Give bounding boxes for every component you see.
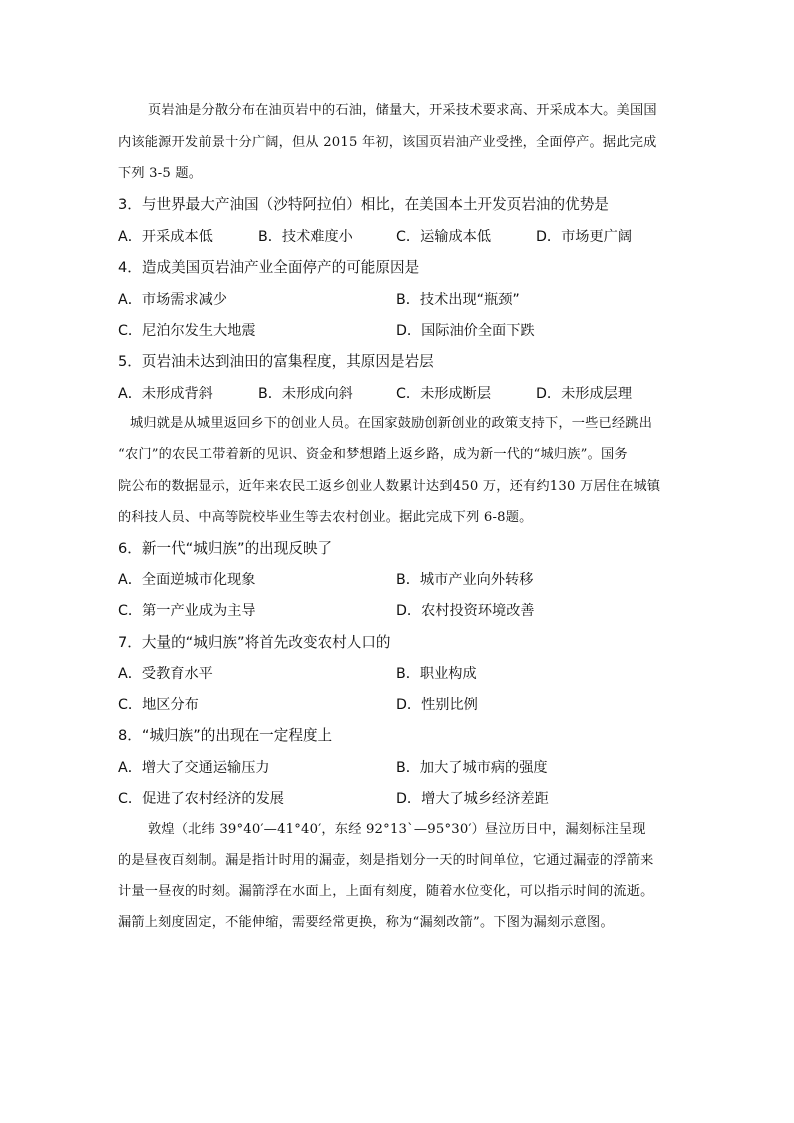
question-8-stem: 8．“城归族”的出现在一定程度上: [118, 727, 333, 744]
passage2-line-4: 的科技人员、中高等院校毕业生等去农村创业。据此完成下列 6-8题。: [118, 510, 533, 525]
question-7-option-c[interactable]: C．地区分布: [118, 697, 199, 713]
passage2-line-1: 城归就是从城里返回乡下的创业人员。在国家鼓励创新创业的政策支持下，一些已经跳出: [130, 416, 653, 431]
question-6-stem: 6．新一代“城归族”的出现反映了: [118, 540, 333, 557]
question-4-option-c[interactable]: C．尼泊尔发生大地震: [118, 323, 256, 339]
question-3-option-a[interactable]: A．开采成本低: [118, 229, 213, 245]
question-4-stem: 4．造成美国页岩油产业全面停产的可能原因是: [118, 259, 420, 276]
question-4-option-d[interactable]: D．国际油价全面下跌: [396, 323, 535, 339]
passage3-line-4: 漏箭上刻度固定，不能伸缩，需要经常更换，称为“漏刻改箭”。下图为漏刻示意图。: [118, 915, 614, 930]
passage2-line-3: 院公布的数据显示，近年来农民工返乡创业人数累计达到450 万，还有约130 万居住在城镇: [118, 479, 661, 494]
question-4-option-b[interactable]: B．技术出现“瓶颈”: [396, 292, 520, 308]
question-7-stem: 7．大量的“城归族”将首先改变农村人口的: [118, 634, 391, 651]
passage3-line-3: 计量一昼夜的时刻。漏箭浮在水面上，上面有刻度，随着水位变化，可以指示时间的流逝。: [118, 884, 654, 899]
question-4-option-a[interactable]: A．市场需求减少: [118, 292, 228, 308]
question-3-option-d[interactable]: D．市场更广阔: [536, 229, 633, 245]
question-5-stem: 5．页岩油未达到油田的富集程度，其原因是岩层: [118, 353, 434, 370]
passage3-line-1: 敦煌（北纬 39°40′—41°40′，东经 92°13`—95°30′）昼泣历日中，漏刻标注呈现: [148, 822, 646, 837]
question-6-option-d[interactable]: D．农村投资环境改善: [396, 603, 535, 619]
passage1-line-3: 下列 3-5 题。: [118, 166, 203, 181]
question-5-option-c[interactable]: C．未形成断层: [396, 386, 492, 402]
passage2-line-2: “农门”的农民工带着新的见识、资金和梦想踏上返乡路，成为新一代的“城归族”。国务: [118, 447, 628, 462]
question-8-option-a[interactable]: A．增大了交通运输压力: [118, 760, 270, 776]
question-8-option-d[interactable]: D．增大了城乡经济差距: [396, 791, 549, 807]
question-5-option-d[interactable]: D．未形成层理: [536, 386, 633, 402]
question-8-option-b[interactable]: B．加大了城市病的强度: [396, 760, 548, 776]
question-3-option-c[interactable]: C．运输成本低: [396, 229, 492, 245]
question-6-option-b[interactable]: B．城市产业向外转移: [396, 572, 534, 588]
question-7-option-a[interactable]: A．受教育水平: [118, 666, 213, 682]
question-5-option-a[interactable]: A．未形成背斜: [118, 386, 213, 402]
question-3-option-b[interactable]: B．技术难度小: [258, 229, 353, 245]
question-6-option-c[interactable]: C．第一产业成为主导: [118, 603, 256, 619]
passage3-line-2: 的是昼夜百刻制。漏是指计时用的漏壶，刻是指划分一天的时间单位，它通过漏壶的浮箭来: [118, 853, 654, 868]
passage1-line-1: 页岩油是分散分布在油页岩中的石油，储量大，开采技术要求高、开采成本大。美国国: [148, 103, 657, 118]
question-7-option-d[interactable]: D．性别比例: [396, 697, 478, 713]
question-6-option-a[interactable]: A．全面逆城市化现象: [118, 572, 256, 588]
question-3-stem: 3．与世界最大产油国（沙特阿拉伯）相比，在美国本土开发页岩油的优势是: [118, 196, 609, 213]
question-8-option-c[interactable]: C．促进了农村经济的发展: [118, 791, 284, 807]
question-5-option-b[interactable]: B．未形成向斜: [258, 386, 353, 402]
question-7-option-b[interactable]: B．职业构成: [396, 666, 477, 682]
passage1-line-2: 内该能源开发前景十分广阔，但从 2015 年初，该国页岩油产业受挫，全面停产。据此完成: [118, 135, 657, 150]
